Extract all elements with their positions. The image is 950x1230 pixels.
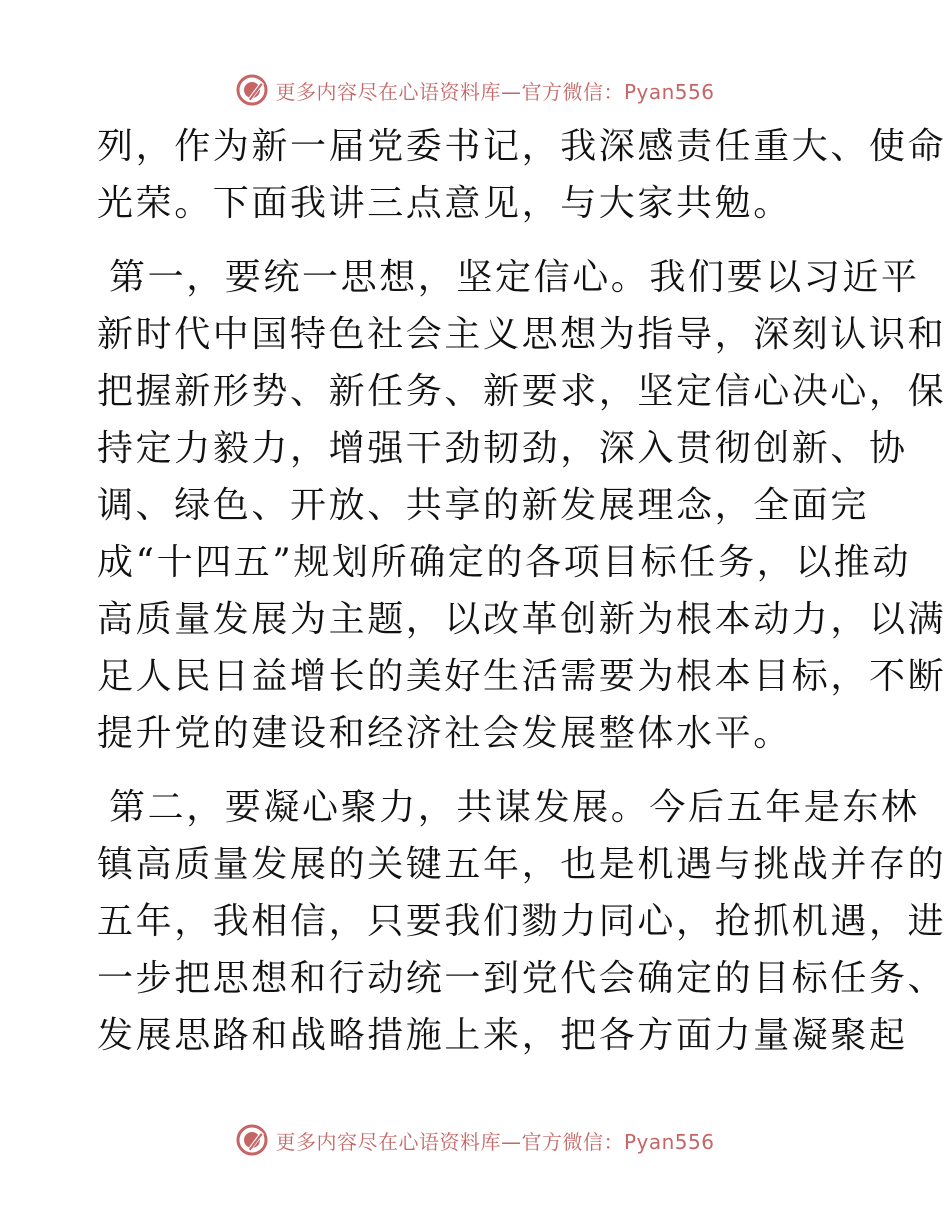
text-line: 提升党的建设和经济社会发展整体水平。: [97, 713, 792, 754]
document-body: [97, 118, 947, 1064]
text-line: 镇高质量发展的关键五年，也是机遇与挑战并存的: [97, 844, 947, 885]
text-line: 把握新形势、新任务、新要求，坚定信心决心，保: [97, 371, 947, 412]
text-line: 持定力毅力，增强干劲韧劲，深入贯彻创新、协: [97, 428, 908, 469]
watermark-text: 更多内容尽在心语资料库—官方微信：Pyan556: [275, 79, 715, 104]
text-line: 高质量发展为主题，以改革创新为根本动力，以满: [97, 599, 947, 640]
text-line: 第一，要统一思想，坚定信心。我们要以习近平: [109, 257, 920, 298]
watermark-text: 更多内容尽在心语资料库—官方微信：Pyan556: [275, 1129, 715, 1154]
text-line: 调、绿色、开放、共享的新发展理念，全面完: [97, 485, 870, 526]
pen-logo-icon: [235, 73, 269, 107]
header-watermark: [0, 70, 950, 110]
text-line: 光荣。下面我讲三点意见，与大家共勉。: [97, 183, 792, 224]
text-line: 列，作为新一届党委书记，我深感责任重大、使命: [97, 126, 947, 167]
text-line: 发展思路和战略措施上来，把各方面力量凝聚起: [97, 1015, 908, 1056]
text-line: 足人民日益增长的美好生活需要为根本目标，不断: [97, 656, 947, 697]
text-line: 成“十四五”规划所确定的各项目标任务，以推动: [97, 542, 912, 583]
text-line: 一步把思想和行动统一到党代会确定的目标任务、: [97, 958, 947, 999]
text-line: 第二，要凝心聚力，共谋发展。今后五年是东林: [109, 787, 920, 828]
text-line: 新时代中国特色社会主义思想为指导，深刻认识和: [97, 314, 947, 355]
pen-logo-icon: [235, 1123, 269, 1157]
text-line: 五年，我相信，只要我们勠力同心，抢抓机遇，进: [97, 901, 947, 942]
footer-watermark: [0, 1120, 950, 1160]
